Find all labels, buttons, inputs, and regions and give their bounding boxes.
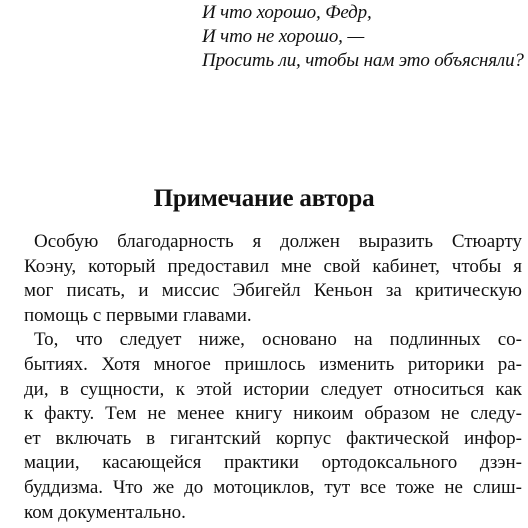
paragraph-acknowledgements: [24, 230, 522, 328]
text-line: мог писать, и миссис Эбигейл Кеньон за критическую: [24, 280, 522, 302]
text-line: мации, касающейся практики ортодоксального дзэн-: [24, 452, 522, 474]
text-line: ет включать в гигантский корпус фактической инфор-: [24, 427, 522, 449]
text-line: Особую благодарность я должен выразить Стюарту: [34, 231, 522, 252]
text-line: буддизма. Что же до мотоциклов, тут все тоже не слиш-: [24, 476, 522, 498]
section-heading: Примечание автора: [153, 185, 375, 212]
epigraph: [202, 1, 528, 73]
text-line: бытиях. Хотя многое пришлось изменить риторики ра-: [24, 353, 522, 375]
text-line: ди, в сущности, к этой истории следует относиться как: [24, 378, 522, 400]
epigraph-line: И что хорошо, Федр,: [202, 2, 372, 23]
body-text: [24, 230, 522, 525]
text-line: помощь с первыми главами.: [24, 304, 252, 326]
epigraph-line: Просить ли, чтобы нам это объясняли?: [202, 50, 524, 71]
text-line: Коэну, который предоставил мне свой кабинет, чтобы я: [24, 255, 522, 277]
text-line: ком документально.: [24, 501, 186, 523]
paragraph-disclaimer: [24, 328, 522, 525]
text-line: к факту. Тем не менее книгу никоим образом не следу-: [24, 403, 522, 425]
text-line: То, что следует ниже, основано на подлинных со-: [34, 329, 522, 351]
epigraph-line: И что не хорошо, —: [202, 26, 365, 47]
